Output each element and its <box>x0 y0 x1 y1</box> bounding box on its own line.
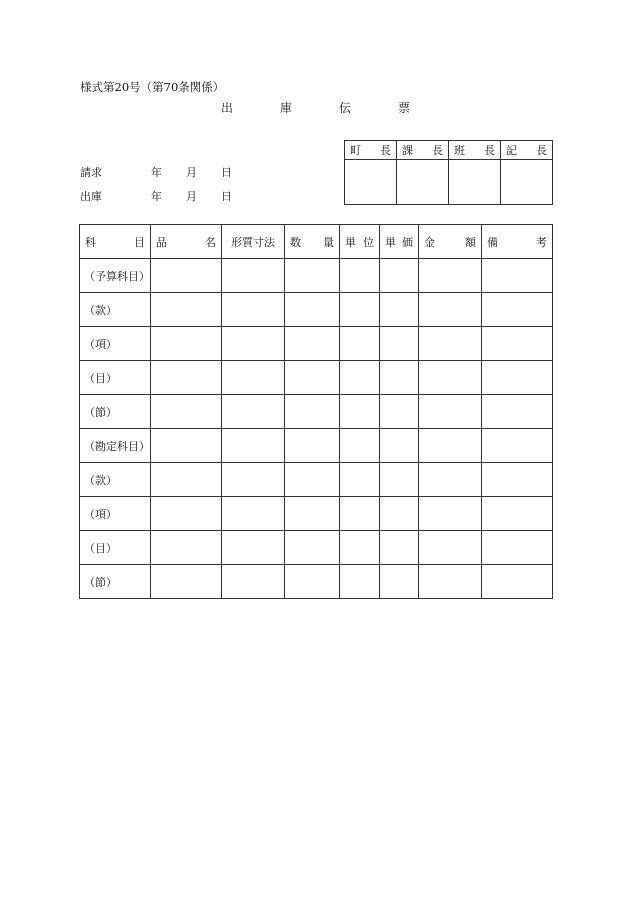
column-header-quantity: 数 量 <box>285 225 340 259</box>
entry-cell-amount[interactable] <box>419 463 482 497</box>
entry-cell-unit-price[interactable] <box>380 361 419 395</box>
entry-cell-quantity[interactable] <box>285 327 340 361</box>
entry-cell-remarks[interactable] <box>482 531 553 565</box>
entry-cell-quantity[interactable] <box>285 565 340 599</box>
entry-cell-item-name[interactable] <box>151 395 222 429</box>
entry-cell-dimensions[interactable] <box>222 259 285 293</box>
entry-cell-item-name[interactable] <box>151 361 222 395</box>
entry-cell-remarks[interactable] <box>482 327 553 361</box>
entry-cell-quantity[interactable] <box>285 259 340 293</box>
entry-cell-remarks[interactable] <box>482 361 553 395</box>
table-row <box>80 293 553 327</box>
entry-cell-unit[interactable] <box>340 259 380 293</box>
entry-cell-dimensions[interactable] <box>222 327 285 361</box>
entry-cell-unit-price[interactable] <box>380 463 419 497</box>
entry-cell-unit-price[interactable] <box>380 259 419 293</box>
entry-cell-dimensions[interactable] <box>222 497 285 531</box>
document-title <box>221 102 410 114</box>
table-header-row <box>80 225 553 259</box>
entry-cell-unit[interactable] <box>340 361 380 395</box>
entry-cell-unit-price[interactable] <box>380 531 419 565</box>
approval-header-section-chief: 課 長 <box>397 141 449 160</box>
form-number-label: 様式第20号（第70条関係） <box>80 80 225 94</box>
date-label: 出庫 <box>80 190 102 203</box>
entry-cell-quantity[interactable] <box>285 361 340 395</box>
column-header-unit-price: 単 価 <box>380 225 419 259</box>
entry-cell-item-name[interactable] <box>151 429 222 463</box>
entry-cell-item-name[interactable] <box>151 531 222 565</box>
title-char: 出 <box>221 101 234 115</box>
entry-cell-unit[interactable] <box>340 429 380 463</box>
item-table <box>79 224 553 599</box>
column-header-unit: 単 位 <box>340 225 380 259</box>
approval-stamp-table <box>344 140 553 205</box>
approval-header-mayor: 町 長 <box>345 141 397 160</box>
year-unit: 年 <box>151 166 162 179</box>
entry-cell-amount[interactable] <box>419 395 482 429</box>
entry-cell-item-name[interactable] <box>151 463 222 497</box>
entry-cell-quantity[interactable] <box>285 531 340 565</box>
entry-cell-amount[interactable] <box>419 293 482 327</box>
table-row <box>80 361 553 395</box>
title-char: 庫 <box>280 101 293 115</box>
approval-header-group-chief: 班 長 <box>449 141 501 160</box>
table-row <box>80 395 553 429</box>
entry-cell-amount[interactable] <box>419 531 482 565</box>
entry-cell-unit[interactable] <box>340 293 380 327</box>
column-header-dimensions: 形質寸法 <box>222 225 285 259</box>
entry-cell-unit-price[interactable] <box>380 293 419 327</box>
entry-cell-item-name[interactable] <box>151 565 222 599</box>
approval-header-clerk-chief: 記 長 <box>501 141 553 160</box>
entry-cell-dimensions[interactable] <box>222 395 285 429</box>
entry-cell-item-name[interactable] <box>151 259 222 293</box>
entry-cell-amount[interactable] <box>419 497 482 531</box>
account-category-label: （項） <box>80 497 151 531</box>
entry-cell-remarks[interactable] <box>482 565 553 599</box>
entry-cell-unit-price[interactable] <box>380 327 419 361</box>
entry-cell-unit[interactable] <box>340 531 380 565</box>
entry-cell-remarks[interactable] <box>482 429 553 463</box>
table-row <box>80 259 553 293</box>
month-unit: 月 <box>186 190 197 203</box>
entry-cell-unit[interactable] <box>340 565 380 599</box>
entry-cell-unit[interactable] <box>340 327 380 361</box>
table-row <box>80 497 553 531</box>
approval-stamp-box[interactable] <box>449 160 501 205</box>
account-category-label: （目） <box>80 531 151 565</box>
column-header-subject: 科 目 <box>80 225 151 259</box>
account-category-label: （目） <box>80 361 151 395</box>
account-category-label: （予算科目） <box>80 259 151 293</box>
entry-cell-remarks[interactable] <box>482 497 553 531</box>
account-category-label: （節） <box>80 565 151 599</box>
entry-cell-unit-price[interactable] <box>380 429 419 463</box>
account-category-label: （節） <box>80 395 151 429</box>
column-header-item-name: 品 名 <box>151 225 222 259</box>
entry-cell-remarks[interactable] <box>482 395 553 429</box>
table-row <box>80 327 553 361</box>
approval-stamp-box[interactable] <box>397 160 449 205</box>
account-category-label: （勘定科目） <box>80 429 151 463</box>
entry-cell-dimensions[interactable] <box>222 463 285 497</box>
account-category-label: （項） <box>80 327 151 361</box>
table-row <box>80 531 553 565</box>
entry-cell-item-name[interactable] <box>151 293 222 327</box>
entry-cell-remarks[interactable] <box>482 463 553 497</box>
request-date-row <box>80 167 232 178</box>
entry-cell-item-name[interactable] <box>151 497 222 531</box>
entry-cell-unit-price[interactable] <box>380 497 419 531</box>
title-char: 伝 <box>339 101 352 115</box>
entry-cell-amount[interactable] <box>419 565 482 599</box>
entry-cell-unit-price[interactable] <box>380 395 419 429</box>
entry-cell-quantity[interactable] <box>285 497 340 531</box>
entry-cell-quantity[interactable] <box>285 293 340 327</box>
entry-cell-remarks[interactable] <box>482 259 553 293</box>
date-label: 請求 <box>80 166 102 179</box>
day-unit: 日 <box>221 166 232 179</box>
column-header-remarks: 備 考 <box>482 225 553 259</box>
issue-date-row <box>80 191 232 202</box>
entry-cell-unit[interactable] <box>340 395 380 429</box>
entry-cell-dimensions[interactable] <box>222 429 285 463</box>
entry-cell-unit[interactable] <box>340 463 380 497</box>
entry-cell-amount[interactable] <box>419 429 482 463</box>
account-category-label: （款） <box>80 463 151 497</box>
title-char: 票 <box>398 101 411 115</box>
entry-cell-dimensions[interactable] <box>222 565 285 599</box>
entry-cell-dimensions[interactable] <box>222 293 285 327</box>
approval-stamp-box[interactable] <box>501 160 553 205</box>
entry-cell-quantity[interactable] <box>285 395 340 429</box>
entry-cell-dimensions[interactable] <box>222 361 285 395</box>
column-header-amount: 金 額 <box>419 225 482 259</box>
entry-cell-remarks[interactable] <box>482 293 553 327</box>
approval-stamp-box[interactable] <box>345 160 397 205</box>
entry-cell-unit-price[interactable] <box>380 565 419 599</box>
entry-cell-unit[interactable] <box>340 497 380 531</box>
table-row <box>80 463 553 497</box>
entry-cell-item-name[interactable] <box>151 327 222 361</box>
table-row <box>80 429 553 463</box>
account-category-label: （款） <box>80 293 151 327</box>
month-unit: 月 <box>186 166 197 179</box>
entry-cell-dimensions[interactable] <box>222 531 285 565</box>
year-unit: 年 <box>151 190 162 203</box>
entry-cell-amount[interactable] <box>419 259 482 293</box>
day-unit: 日 <box>221 190 232 203</box>
entry-cell-amount[interactable] <box>419 361 482 395</box>
entry-cell-quantity[interactable] <box>285 429 340 463</box>
table-row <box>80 565 553 599</box>
entry-cell-amount[interactable] <box>419 327 482 361</box>
entry-cell-quantity[interactable] <box>285 463 340 497</box>
